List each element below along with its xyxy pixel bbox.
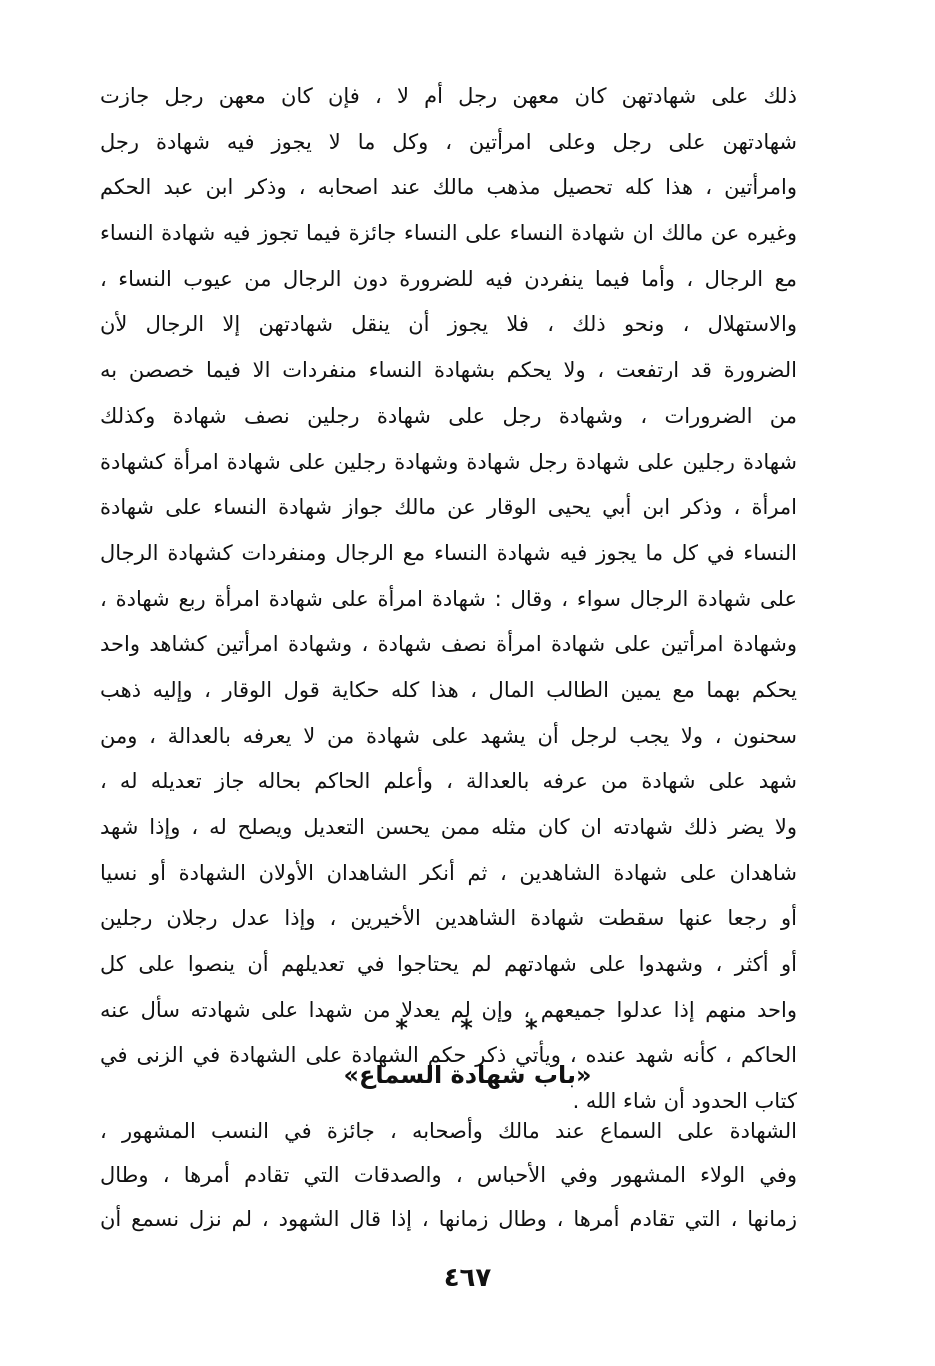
page-number: ٤٦٧ [443, 1263, 492, 1293]
text-line: وامرأتين ، هذا كله تحصيل مذهب مالك عند اصحابه ، وذكر ابن عبد الحكم [100, 175, 797, 200]
section-text [100, 1109, 797, 1241]
text-line-last: كتاب الحدود أن شاء الله . [572, 1089, 797, 1114]
section-separator: * * * [395, 1014, 560, 1042]
text-line: الضرورة قد ارتفعت ، ولا يحكم بشهادة النساء منفردات الا فيما خصصن به [100, 358, 797, 383]
text-line: أو أكثر ، وشهدوا على شهادتهم لم يحتاجوا في تعديلهم أن ينصوا على كل [100, 952, 797, 977]
text-line: الحاكم ، كأنه شهد عنده ، ويأتي ذكر حكم الشهادة على الشهادة في الزنى في [100, 1043, 797, 1068]
text-line: شاهدان على شهادة الشاهدين ، ثم أنكر الشاهدان الأولان الشهادة أو نسيا [100, 860, 797, 885]
text-line: سحنون ، ولا يجب لرجل أن يشهد على شهادة من لا يعرفه بالعدالة ، ومن [100, 723, 797, 748]
text-line: شهادة رجلين على شهادة رجل شهادة وشهادة رجلين على شهادة امرأة كشهادة [100, 449, 797, 474]
section-text-line: زمانها ، التي تقادم أمرها ، وطال زمانها ، إذا قال الشهود ، لم نزل نسمع أن [100, 1207, 797, 1231]
text-line: على شهادة الرجال سواء ، وقال : شهادة امرأة على شهادة امرأة ربع شهادة ، [100, 586, 797, 611]
section-heading: «باب شهادة السماع» [343, 1061, 592, 1089]
text-line: شهد على شهادة من عرفه بالعدالة ، وأعلم الحاكم بحاله جاز تعديله له ، [100, 769, 797, 794]
text-line: أو رجعا عنها سقطت شهادة الشاهدين الأخيرين ، وإذا عدل رجلان رجلين [100, 906, 797, 931]
text-line: واحد منهم إذا عدلوا جميعهم ، وإن لم يعدلا من شهدا على شهادته سأل عنه [100, 997, 797, 1022]
text-line: ولا يضر ذلك شهادته ان كان مثله ممن يحسن التعديل ويصلح له ، وإذا شهد [100, 815, 797, 839]
text-line: ذلك على شهادتهن كان معهن رجل أم لا ، فإن كان معهن رجل جازت [100, 84, 797, 108]
text-line: يحكم بهما مع يمين الطالب المال ، هذا كله حكاية قول الوقار ، وإليه ذهب [100, 677, 797, 702]
text-line: وغيره عن مالك ان شهادة النساء على النساء جائزة فيما تجوز فيه شهادة النساء [100, 221, 797, 246]
text-line: من الضرورات ، وشهادة رجل على شهادة رجلين نصف شهادة وكذلك [100, 403, 797, 428]
text-line: امرأة ، وذكر ابن أبي يحيى الوقار عن مالك جواز شهادة النساء على شهادة [100, 495, 797, 520]
section-text-line: الشهادة على السماع عند مالك وأصحابه ، جائزة في النسب المشهور ، [100, 1119, 797, 1143]
text-line: النساء في كل ما يجوز فيه شهادة النساء مع الرجال ومنفردات كشهادة الرجال [100, 540, 797, 565]
text-line: مع الرجال ، وأما فيما ينفردن فيه للضرورة دون الرجال من عيوب النساء ، [100, 266, 797, 291]
text-line: والاستهلال ، ونحو ذلك ، فلا يجوز أن ينقل شهادتهن إلا الرجال لأن [100, 312, 797, 337]
text-line: وشهادة امرأتين على شهادة امرأة نصف شهادة ، وشهادة امرأتين كشاهد واحد [100, 632, 797, 657]
body-text [100, 74, 797, 1125]
section-text-line: وفي الولاء المشهور وفي الأحباس ، والصدقات التي تقادم أمرها ، وطال [100, 1163, 797, 1187]
text-line: شهادتهن على رجل وعلى امرأتين ، وكل ما لا يجوز فيه شهادة رجل [100, 129, 797, 154]
